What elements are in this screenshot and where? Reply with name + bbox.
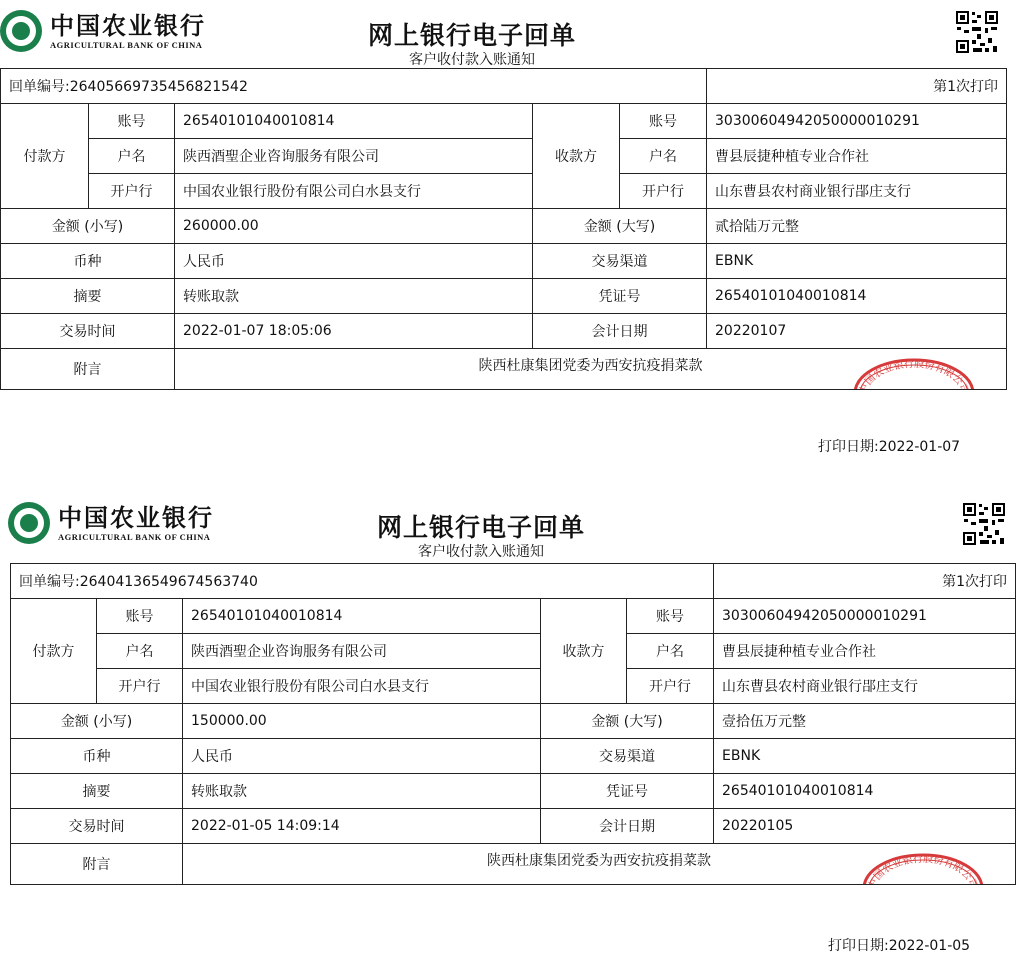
payer-bank-label: 开户行 — [97, 669, 183, 704]
amount-big-label: 金额 (大写) — [533, 209, 707, 244]
payee-account-label: 账号 — [620, 104, 707, 139]
note: 陕西杜康集团党委为西安抗疫捐菜款 — [478, 358, 703, 374]
seal-stamp: 中国农业银行股份有限公司 回单专用章 — [861, 852, 985, 885]
receipt-subtitle: 客户收付款入账通知 — [418, 544, 544, 560]
receipt-1 — [0, 0, 1019, 460]
amount-small: 150000.00 — [183, 704, 541, 739]
channel: EBNK — [707, 244, 1007, 279]
receipt-no-label: 回单编号: — [9, 79, 70, 95]
payee-account: 30300604942050000010291 — [714, 599, 1016, 634]
payee-name-label: 户名 — [627, 634, 714, 669]
payee-account-label: 账号 — [627, 599, 714, 634]
acct-date-label: 会计日期 — [533, 314, 707, 349]
receipt-title: 网上银行电子回单 — [376, 513, 585, 542]
voucher-label: 凭证号 — [541, 774, 714, 809]
abc-logo-icon — [8, 502, 50, 544]
payer-account: 26540101040010814 — [183, 599, 541, 634]
payee-bank: 山东曹县农村商业银行郘庄支行 — [707, 174, 1007, 209]
summary: 转账取款 — [183, 774, 541, 809]
print-date — [818, 436, 960, 456]
currency-label: 币种 — [11, 739, 183, 774]
time: 2022-01-07 18:05:06 — [175, 314, 533, 349]
note: 陕西杜康集团党委为西安抗疫捐菜款 — [487, 853, 711, 869]
payee-label: 收款方 — [541, 599, 627, 704]
payee-bank-label: 开户行 — [620, 174, 707, 209]
summary: 转账取款 — [175, 279, 533, 314]
bank-name-cn: 中国农业银行 — [58, 503, 214, 532]
note-label: 附言 — [1, 349, 175, 390]
qr-code-icon — [962, 502, 1006, 546]
voucher-label: 凭证号 — [533, 279, 707, 314]
payer-label: 付款方 — [11, 599, 97, 704]
payer-name: 陕西酒聖企业咨询服务有限公司 — [183, 634, 541, 669]
time-label: 交易时间 — [11, 809, 183, 844]
voucher: 26540101040010814 — [707, 279, 1007, 314]
summary-label: 摘要 — [11, 774, 183, 809]
print-date-label: 打印日期: — [828, 938, 889, 954]
receipt-no-cell — [11, 564, 714, 599]
summary-label: 摘要 — [1, 279, 175, 314]
bank-logo — [0, 10, 206, 52]
time-label: 交易时间 — [1, 314, 175, 349]
amount-small-label: 金额 (小写) — [1, 209, 175, 244]
amount-big-label: 金额 (大写) — [541, 704, 714, 739]
payee-name-label: 户名 — [620, 139, 707, 174]
receipt-no: 26405669735456821542 — [69, 79, 248, 95]
print-date-value: 2022-01-05 — [888, 938, 971, 954]
acct-date: 20220107 — [707, 314, 1007, 349]
payer-account-label: 账号 — [97, 599, 183, 634]
payer-account-label: 账号 — [89, 104, 175, 139]
note-cell — [175, 349, 1007, 415]
svg-text:中国农业银行股份有限公司 — [865, 853, 980, 891]
qr-code-icon — [955, 10, 999, 54]
print-count: 第1次打印 — [707, 69, 1007, 104]
bank-name-en: AGRICULTURAL BANK OF CHINA — [58, 532, 211, 542]
payee-account: 30300604942050000010291 — [707, 104, 1007, 139]
payer-name-label: 户名 — [97, 634, 183, 669]
amount-small: 260000.00 — [175, 209, 533, 244]
payer-account: 26540101040010814 — [175, 104, 533, 139]
payer-label: 付款方 — [1, 104, 89, 209]
currency: 人民币 — [175, 244, 533, 279]
seal-stamp: 中国农业银行股份有限公司 回单专用章 — [852, 357, 976, 390]
abc-logo-icon — [0, 10, 42, 52]
receipt-no-label: 回单编号: — [19, 574, 80, 590]
print-count: 第1次打印 — [714, 564, 1016, 599]
note-cell — [183, 844, 1016, 910]
channel: EBNK — [714, 739, 1016, 774]
receipt-title: 网上银行电子回单 — [367, 21, 576, 50]
payee-label: 收款方 — [533, 104, 620, 209]
voucher: 26540101040010814 — [714, 774, 1016, 809]
time: 2022-01-05 14:09:14 — [183, 809, 541, 844]
bank-name-cn: 中国农业银行 — [50, 11, 206, 40]
payer-bank-label: 开户行 — [89, 174, 175, 209]
receipt-table — [10, 563, 1016, 910]
receipt-subtitle: 客户收付款入账通知 — [409, 52, 535, 68]
receipt-no: 26404136549674563740 — [79, 574, 258, 590]
bank-name-en: AGRICULTURAL BANK OF CHINA — [50, 40, 203, 50]
receipt-table — [0, 68, 1007, 415]
stamp-top-text: 中国农业银行股份有限公司 — [858, 358, 971, 396]
amount-small-label: 金额 (小写) — [11, 704, 183, 739]
payer-bank: 中国农业银行股份有限公司白水县支行 — [175, 174, 533, 209]
amount-big: 壹拾伍万元整 — [714, 704, 1016, 739]
note-label: 附言 — [11, 844, 183, 885]
receipt-no-cell — [1, 69, 707, 104]
payee-bank-label: 开户行 — [627, 669, 714, 704]
print-date-label: 打印日期: — [818, 439, 879, 455]
stamp-top-text: 中国农业银行股份有限公司 — [867, 853, 980, 891]
channel-label: 交易渠道 — [533, 244, 707, 279]
channel-label: 交易渠道 — [541, 739, 714, 774]
payee-bank: 山东曹县农村商业银行郘庄支行 — [714, 669, 1016, 704]
payer-name: 陕西酒聖企业咨询服务有限公司 — [175, 139, 533, 174]
amount-big: 贰拾陆万元整 — [707, 209, 1007, 244]
svg-text:中国农业银行股份有限公司 — [856, 358, 971, 396]
currency: 人民币 — [183, 739, 541, 774]
payee-name: 曹县辰捷种植专业合作社 — [707, 139, 1007, 174]
receipt-2 — [0, 490, 1019, 952]
print-date-value: 2022-01-07 — [878, 439, 961, 455]
bank-logo — [8, 502, 214, 544]
print-date — [828, 935, 970, 955]
payee-name: 曹县辰捷种植专业合作社 — [714, 634, 1016, 669]
currency-label: 币种 — [1, 244, 175, 279]
acct-date-label: 会计日期 — [541, 809, 714, 844]
payer-name-label: 户名 — [89, 139, 175, 174]
acct-date: 20220105 — [714, 809, 1016, 844]
payer-bank: 中国农业银行股份有限公司白水县支行 — [183, 669, 541, 704]
